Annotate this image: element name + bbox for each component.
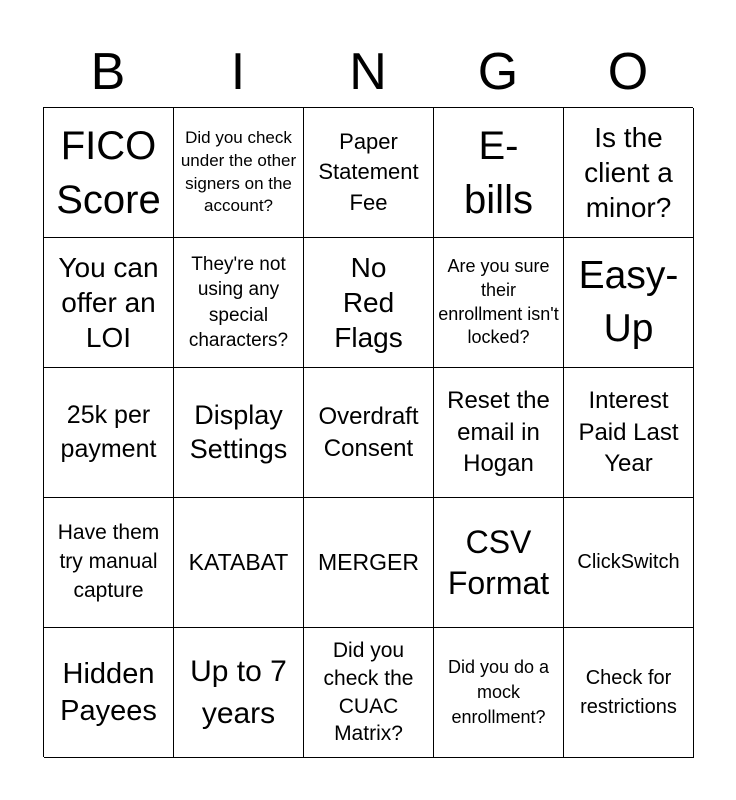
cell-label: Check for restrictions bbox=[580, 667, 677, 718]
bingo-cell[interactable] bbox=[304, 238, 434, 368]
bingo-card bbox=[43, 107, 693, 757]
cell-label: Did you do a mock enrollment? bbox=[447, 656, 550, 728]
bingo-cell[interactable] bbox=[434, 108, 564, 238]
cell-label: 25k per payment bbox=[60, 401, 157, 463]
cell-label: Did you check under the other signers on the account? bbox=[180, 127, 297, 216]
bingo-cell[interactable] bbox=[434, 498, 564, 628]
bingo-cell[interactable] bbox=[564, 368, 694, 498]
cell-label: ClickSwitch bbox=[577, 551, 680, 574]
cell-label: Easy-Up bbox=[578, 253, 679, 350]
cell-label: Have them try manual capture bbox=[57, 521, 160, 602]
bingo-cell[interactable] bbox=[174, 108, 304, 238]
cell-label: KATABAT bbox=[188, 548, 289, 575]
header-letter-n: N bbox=[349, 43, 387, 101]
bingo-cell[interactable] bbox=[304, 498, 434, 628]
bingo-cell[interactable] bbox=[174, 238, 304, 368]
header-letter-i: I bbox=[230, 43, 246, 101]
bingo-cell[interactable] bbox=[564, 108, 694, 238]
cell-label: They're not using any special characters? bbox=[188, 253, 289, 351]
cell-label: Are you sure their enrollment isn't locked? bbox=[438, 255, 559, 348]
bingo-cell[interactable] bbox=[304, 628, 434, 758]
bingo-cell[interactable] bbox=[434, 368, 564, 498]
bingo-cell[interactable] bbox=[564, 628, 694, 758]
bingo-cell[interactable] bbox=[564, 238, 694, 368]
cell-label: Overdraft Consent bbox=[318, 402, 419, 462]
bingo-cell[interactable] bbox=[174, 628, 304, 758]
bingo-cell[interactable] bbox=[44, 628, 174, 758]
cell-label: Did you check the CUAC Matrix? bbox=[323, 638, 414, 746]
bingo-cell[interactable] bbox=[44, 238, 174, 368]
bingo-cell[interactable] bbox=[174, 368, 304, 498]
bingo-cell[interactable] bbox=[434, 238, 564, 368]
bingo-header bbox=[43, 40, 693, 104]
bingo-cell[interactable] bbox=[304, 108, 434, 238]
bingo-cell[interactable] bbox=[434, 628, 564, 758]
cell-label: Up to 7 years bbox=[190, 654, 287, 730]
cell-label: Display Settings bbox=[189, 399, 288, 464]
header-letter-o: O bbox=[607, 43, 649, 101]
cell-label: FICO Score bbox=[56, 123, 161, 222]
bingo-cell[interactable] bbox=[44, 368, 174, 498]
cell-label: CSV Format bbox=[447, 523, 550, 601]
bingo-cell[interactable] bbox=[174, 498, 304, 628]
header-letter-b: B bbox=[90, 43, 126, 101]
bingo-cell[interactable] bbox=[304, 368, 434, 498]
cell-label: Paper Statement Fee bbox=[318, 128, 419, 215]
cell-label: MERGER bbox=[318, 548, 419, 575]
cell-label: No Red Flags bbox=[334, 252, 403, 353]
cell-label: Reset the email in Hogan bbox=[447, 386, 550, 478]
header-letter-g: G bbox=[477, 43, 519, 101]
cell-label: Interest Paid Last Year bbox=[578, 386, 679, 478]
cell-label: Is the client a minor? bbox=[584, 122, 673, 223]
cell-label: Hidden Payees bbox=[60, 658, 157, 727]
bingo-cell[interactable] bbox=[44, 108, 174, 238]
cell-label: You can offer an LOI bbox=[58, 252, 159, 353]
bingo-cell[interactable] bbox=[564, 498, 694, 628]
bingo-cell[interactable] bbox=[44, 498, 174, 628]
cell-label: E-bills bbox=[464, 123, 533, 222]
